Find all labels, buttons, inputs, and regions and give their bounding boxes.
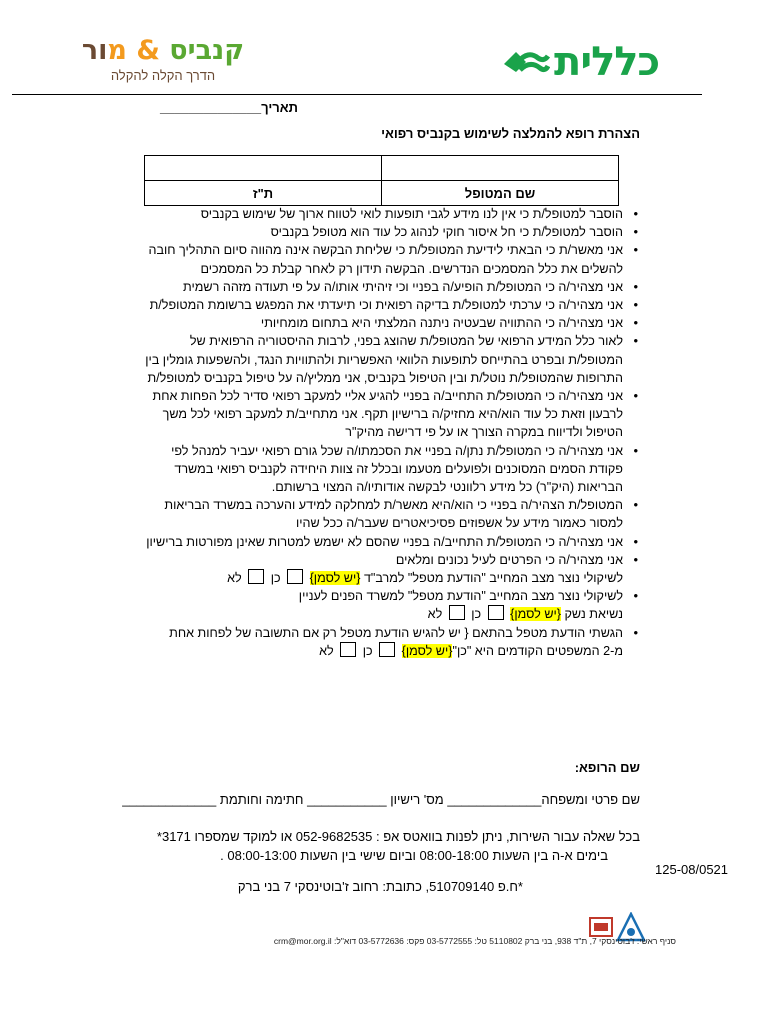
patient-name-input[interactable] [382,156,619,181]
yes-label: כן [270,571,281,586]
submitted-yes-checkbox[interactable] [379,642,395,657]
declaration-item: • אני מאשר/ת כי הבאתי לידיעת המטופל/ת כי שליחת הבקשה אינה מהווה סיום התהליך חובה להשלים את כלל המסמכים הנדרשים. הבקשה תידון רק לאחר קבלת כל המסמכים [140,241,640,277]
patient-id-input[interactable] [145,156,382,181]
military-yes-checkbox[interactable] [287,569,303,584]
document-title: הצהרת רופא להמלצה לשימוש בקנביס רפואי [381,126,640,141]
declaration-item [140,587,640,623]
declaration-item: • אני מצהיר/ה כי המטופל/ת נתן/ה בפניי את הסכמתו/ה שכל גורם רפואי יעביר למנהל לפי פקודת הסמים המסוכנים ולפועלים מטעמו ובכלל זה צוות היחידה לקנביס רפואי במשרד הבריאות (היק"ר) כל מידע רלוונטי לבקשה אודותיו/ה המצוי ברשותם. [140,442,640,497]
declaration-item: • לאור כלל המידע הרפואי של המטופל/ת שהוצג בפני, לרבות ההיסטוריה הרפואית של המטופל/ת ובפרט בהתייחס לתופעות הלוואי האפשריות ולהתוויות הנגד, ולהשפעות גומלין בין התרופות שהמטופל/ת נוטל/ת ובין הטיפול בקנביס, אני ממליץ/ה על טיפול בקנביס למטופל/ת [140,332,640,387]
declaration-item: • אני מצהיר/ה כי המטופל/ת התחייב/ה בפניי שהסם לא ישמש למטרות שאינן מפורטות ברישיון [140,533,640,551]
weapons-notice-text: לשיקולי נוצר מצב המחייב "הודעת מטפל" למשרד הפנים לעניין [298,589,623,604]
no-label: לא [427,607,443,622]
doctor-fields-line[interactable]: שם פרטי ומשפחה_____________ מס' רישיון ___________ חתימה וחותמת _____________ [122,792,640,807]
no-label: לא [227,571,242,586]
military-no-checkbox[interactable] [248,569,264,584]
declaration-text: אני מצהיר/ה כי הפרטים לעיל נכונים ומלאים [395,552,623,567]
declaration-item: • אני מצהיר/ה כי המטופל/ת התחייב/ה בפניי להגיע אליי למעקב רפואי סדיר לכל הפחות אחת לרבעון וזאת כל עוד הוא/היא מחזיק/ה ברישיון תקף. אני מתחייב/ת למעקב רפואי לכל משך הטיפול ולדיווח במקרה הצורך או על פי דרישה מהיק"ר [140,387,640,442]
mark-required-note: {יש לסמן} [401,643,453,658]
declaration-item [140,551,640,587]
submitted-no-checkbox[interactable] [340,642,356,657]
declaration-item: • הוסבר למטופל/ת כי חל איסור חוקי לנהוג כל עוד הוא מטופל בקנביס [140,223,640,241]
clalit-logo [500,40,659,84]
contact-line-2: בימים א-ה בין השעות 08:00-18:00 וביום שישי בין השעות 08:00-13:00 . [220,848,608,863]
patient-details-table [144,155,619,206]
mark-required-note: {יש לסמן} [510,607,561,622]
submitted-notice-text: הגשתי הודעת מטפל בהתאם { יש להגיש הודעת מטפל רק אם התשובה של לפחות אחת [169,625,623,640]
clalit-logo-text: כללית [554,39,660,85]
weapons-notice-text-2: נשיאת נשק [564,607,623,622]
yes-label: כן [471,607,482,622]
clalit-wave-icon [500,42,550,82]
header-divider [12,94,702,95]
declaration-item: • הוסבר למטופל/ת כי אין לנו מידע לגבי תופעות לואי לטווח ארוך של שימוש בקנביס [140,205,640,223]
kanabis-tagline: הדרך הקלה להקלה [110,68,216,83]
submitted-notice-text-2: מ-2 המשפטים הקודמים היא "כן" [452,643,623,658]
footer-contact-info: סניף ראשי: ז'בוטינסקי 7, ת"ד 938, בני ברק 5110802 טל: 03-5772555 פקס: 03-5772636 דוא"ל: crm@mor.org.il [273,936,676,946]
declaration-list [140,205,640,660]
declaration-item [140,624,640,660]
declaration-item: • אני מצהיר/ה כי המטופל/ת הופיע/ה בפניי וכי זיהיתי אותו/ה על פי תעודה מזהה רשמית [140,278,640,296]
patient-name-label: שם המטופל [382,181,619,206]
weapons-no-checkbox[interactable] [449,605,465,620]
patient-id-label: ת"ז [145,181,382,206]
yes-label: כן [362,643,373,658]
declaration-item: • אני מצהיר/ה כי ערכתי למטופל/ת בדיקה רפואית וכי תיעדתי את המפגש ברשומת המטופל/ת [140,296,640,314]
mark-required-note: {יש לסמן} [309,571,361,586]
weapons-yes-checkbox[interactable] [488,605,504,620]
no-label: לא [319,643,334,658]
doctor-section-title: שם הרופא: [574,760,640,775]
document-number: 125-08/0521 [655,862,729,877]
kanabis-mor-logo-title: קנביס & מור [81,35,245,66]
military-notice-text: לשיקולי נוצר מצב המחייב "הודעת מטפל" למרב"ד [363,571,623,586]
declaration-item: • המטופל/ת הצהיר/ה בפניי כי הוא/היא מאשר/ת למחלקה למידע והערכה במשרד הבריאות למסור כאמור מידע על אשפוזים פסיכיאטרים שעבר/ה ככל שהיו [140,496,640,532]
company-details: *ח.פ 510709140, כתובת: רחוב ז'בוטינסקי 7 בני ברק [237,879,523,894]
kanabis-mor-logo [78,36,248,83]
date-field[interactable]: תאריך______________ [159,100,298,115]
declaration-item: • אני מצהיר/ה כי ההתוויה שבעטיה ניתנה המלצתי היא בתחום מומחיותי [140,314,640,332]
contact-line-1: בכל שאלה עבור השירות, ניתן לפנות בוואטס אפ : 052-9682535 או למוקד שמספרו 3171* [156,829,640,844]
